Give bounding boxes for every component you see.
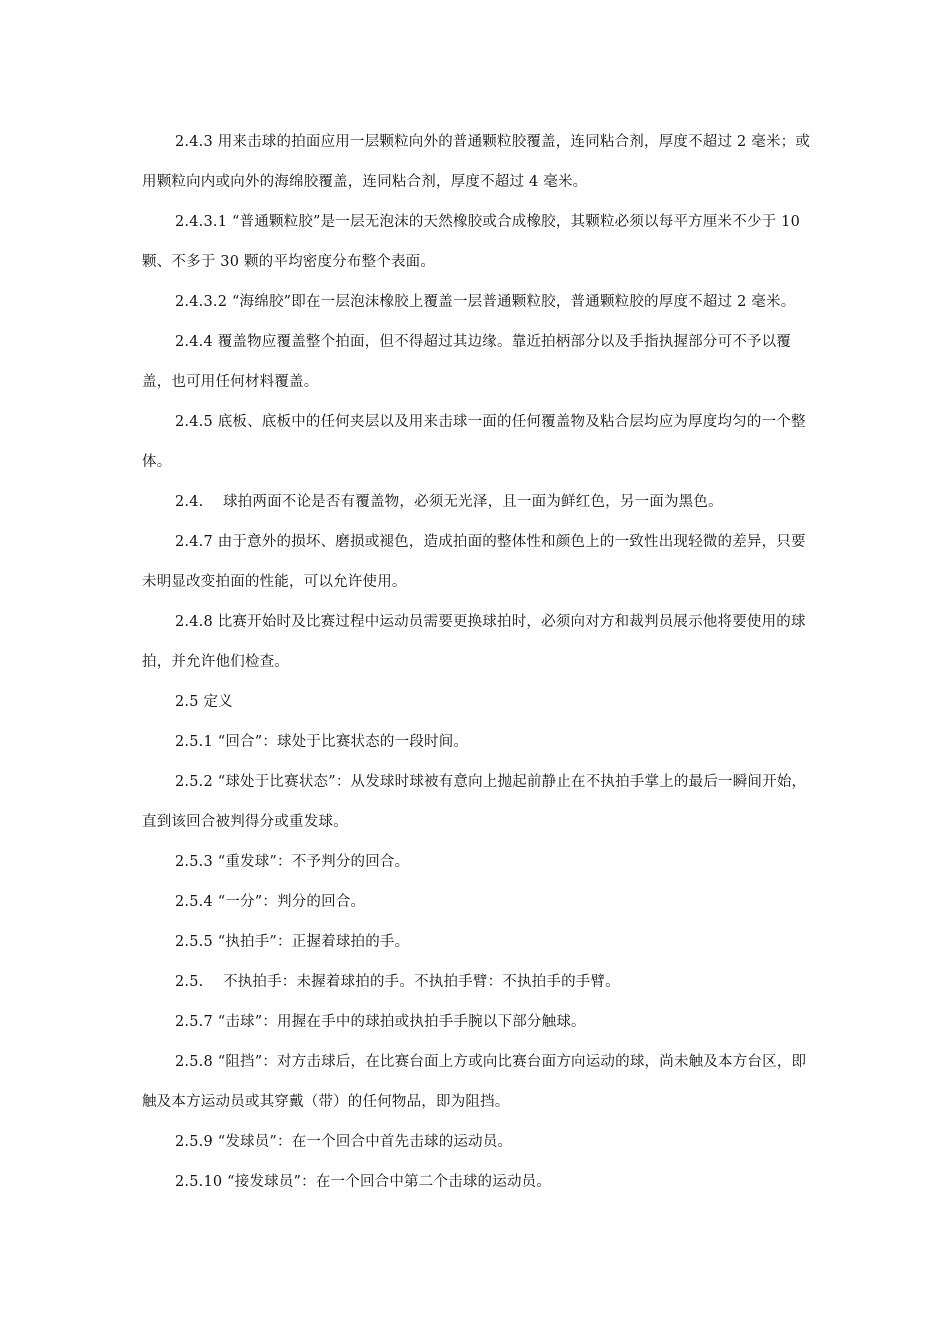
paragraph-2-4-3-1: 2.4.3.1 “普通颗粒胶”是一层无泡沫的天然橡胶或合成橡胶，其颗粒必须以每平方厘米不少于 10 颗、不多于 30 颗的平均密度分布整个表面。 (142, 214, 801, 270)
document-body (142, 122, 812, 1202)
paragraph-2-5-10: 2.5.10 “接发球员”：在一个回合中第二个击球的运动员。 (175, 1174, 552, 1190)
paragraph-2-5-4: 2.5.4 “一分”：判分的回合。 (175, 894, 366, 910)
paragraph-2-5-2: 2.5.2 “球处于比赛状态”：从发球时球被有意向上抛起前静止在不执拍手掌上的最后一瞬间开始，直到该回合被判得分或重发球。 (142, 774, 807, 830)
section-heading-2-5: 2.5 定义 (175, 694, 233, 710)
paragraph-2-4-3-2: 2.4.3.2 “海绵胶”即在一层泡沫橡胶上覆盖一层普通颗粒胶，普通颗粒胶的厚度不超过 2 毫米。 (175, 294, 796, 310)
paragraph-2-5-1: 2.5.1 “回合”：球处于比赛状态的一段时间。 (175, 734, 469, 750)
paragraph-2-5-5: 2.5.5 “执拍手”：正握着球拍的手。 (175, 934, 410, 950)
paragraph-2-5-8: 2.5.8 “阻挡”：对方击球后，在比赛台面上方或向比赛台面方向运动的球，尚未触及本方台区，即触及本方运动员或其穿戴（带）的任何物品，即为阻挡。 (142, 1054, 807, 1110)
paragraph-2-5-3: 2.5.3 “重发球”：不予判分的回合。 (175, 854, 410, 870)
paragraph-2-4-6: 2.4. 球拍两面不论是否有覆盖物，必须无光泽，且一面为鲜红色，另一面为黑色。 (175, 494, 723, 510)
paragraph-2-5-9: 2.5.9 “发球员”：在一个回合中首先击球的运动员。 (175, 1134, 513, 1150)
paragraph-2-4-7: 2.4.7 由于意外的损坏、磨损或褪色，造成拍面的整体性和颜色上的一致性出现轻微的差异，只要未明显改变拍面的性能，可以允许使用。 (142, 534, 806, 590)
paragraph-2-4-4: 2.4.4 覆盖物应覆盖整个拍面，但不得超过其边缘。靠近拍柄部分以及手指执握部分可不予以覆盖，也可用任何材料覆盖。 (142, 334, 791, 390)
paragraph-2-4-3: 2.4.3 用来击球的拍面应用一层颗粒向外的普通颗粒胶覆盖，连同粘合剂，厚度不超过 2 毫米；或用颗粒向内或向外的海绵胶覆盖，连同粘合剂，厚度不超过 4 毫米。 (142, 134, 811, 190)
paragraph-2-4-5: 2.4.5 底板、底板中的任何夹层以及用来击球一面的任何覆盖物及粘合层均应为厚度均匀的一个整体。 (142, 414, 806, 470)
paragraph-2-5-7: 2.5.7 “击球”：用握在手中的球拍或执拍手手腕以下部分触球。 (175, 1014, 586, 1030)
paragraph-2-4-8: 2.4.8 比赛开始时及比赛过程中运动员需要更换球拍时，必须向对方和裁判员展示他将要使用的球拍，并允许他们检查。 (142, 614, 806, 670)
paragraph-2-5-6: 2.5. 不执拍手：未握着球拍的手。不执拍手臂：不执拍手的手臂。 (175, 974, 620, 990)
